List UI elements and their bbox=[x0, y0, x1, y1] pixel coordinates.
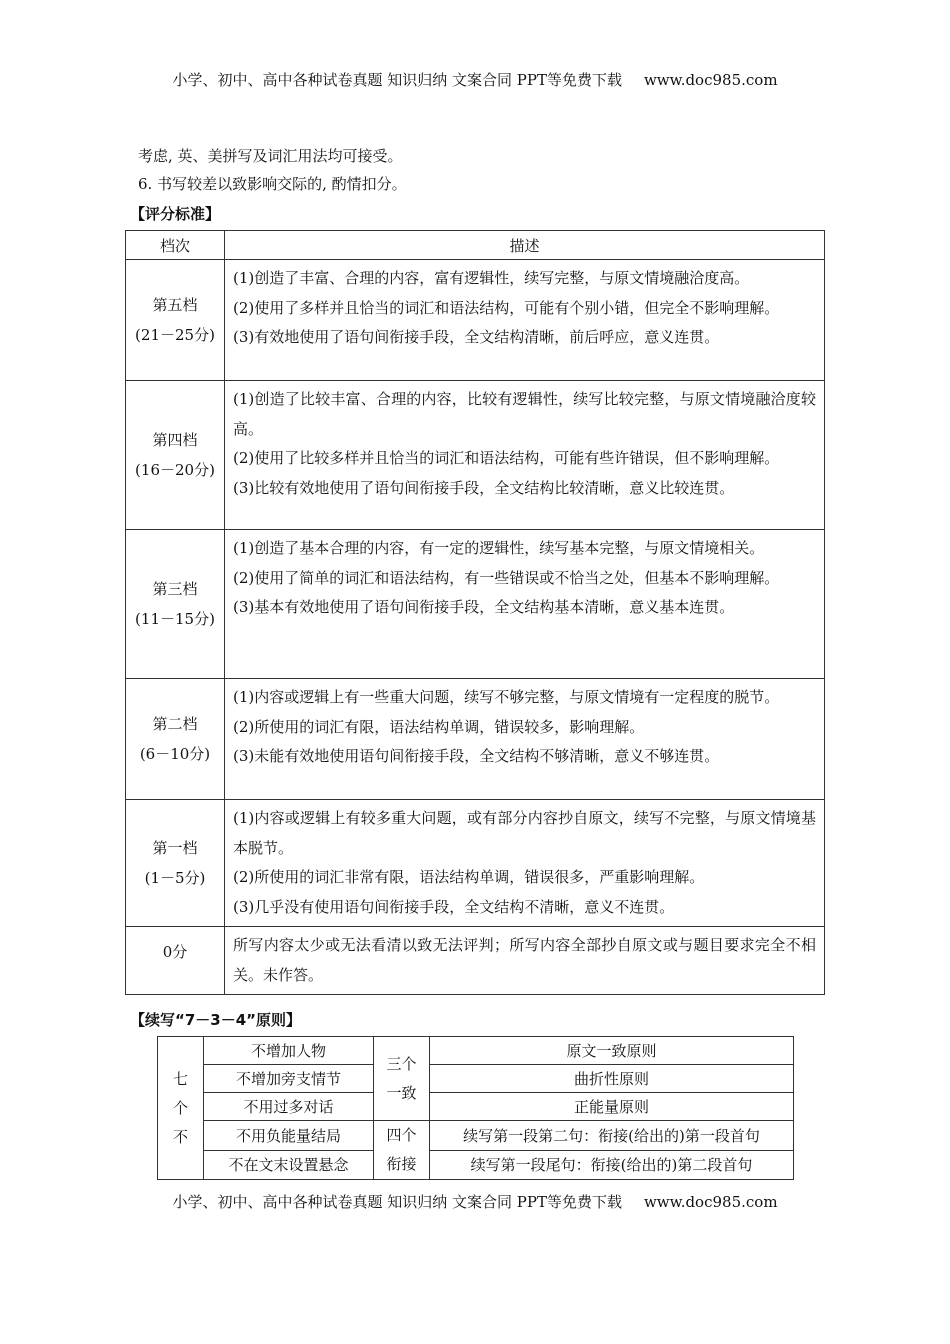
level-range: (21－25分) bbox=[135, 326, 215, 344]
group-three-line: 一致 bbox=[386, 1083, 417, 1102]
group-seven-cell bbox=[158, 1037, 204, 1180]
grading-row bbox=[126, 927, 825, 995]
four-item: 续写第一段第二句：衔接(给出的)第一段首句 bbox=[430, 1121, 794, 1151]
level-cell bbox=[126, 800, 225, 927]
level-cell bbox=[126, 260, 225, 381]
note-spelling: 考虑, 英、美拼写及词汇用法均可接受。 bbox=[138, 147, 403, 165]
column-header-level: 档次 bbox=[126, 231, 225, 260]
principles-row bbox=[158, 1065, 794, 1093]
grading-header-row bbox=[126, 231, 825, 260]
principles-row bbox=[158, 1150, 794, 1180]
header-text: 小学、初中、高中各种试卷真题 知识归纳 文案合同 PPT等免费下载 bbox=[172, 71, 622, 89]
description-item: (2)所使用的词汇有限，语法结构单调，错误较多，影响理解。 bbox=[233, 717, 645, 736]
description-item: (3)基本有效地使用了语句间衔接手段，全文结构基本清晰，意义基本连贯。 bbox=[233, 598, 735, 616]
description-item: (2)使用了多样并且恰当的词汇和语法结构，可能有个别小错，但完全不影响理解。 bbox=[233, 298, 780, 317]
footer-text: 小学、初中、高中各种试卷真题 知识归纳 文案合同 PPT等免费下载 bbox=[172, 1193, 622, 1211]
seven-item: 不用过多对话 bbox=[204, 1093, 374, 1121]
description-item: (3)几乎没有使用语句间衔接手段，全文结构不清晰，意义不连贯。 bbox=[233, 897, 675, 916]
seven-item: 不在文末设置悬念 bbox=[204, 1150, 374, 1180]
grading-row bbox=[126, 530, 825, 679]
description-item: (1)内容或逻辑上有一些重大问题，续写不够完整，与原文情境有一定程度的脱节。 bbox=[233, 688, 780, 706]
three-item: 曲折性原则 bbox=[430, 1065, 794, 1093]
description-item: (1)内容或逻辑上有较多重大问题，或有部分内容抄自原文，续写不完整，与原文情境基本脱节。 bbox=[233, 809, 816, 857]
description-cell bbox=[225, 530, 825, 679]
header-url: www.doc985.com bbox=[643, 71, 778, 89]
group-three-cell bbox=[374, 1037, 430, 1121]
group-seven-char: 个 bbox=[172, 1098, 188, 1117]
group-seven-char: 不 bbox=[172, 1127, 188, 1146]
seven-item: 不用负能量结局 bbox=[204, 1121, 374, 1151]
description-item: (3)比较有效地使用了语句间衔接手段，全文结构比较清晰，意义比较连贯。 bbox=[233, 478, 735, 497]
level-cell bbox=[126, 927, 225, 995]
level-range: (6－10分) bbox=[139, 745, 211, 763]
description-cell bbox=[225, 679, 825, 800]
description-cell bbox=[225, 927, 825, 995]
level-name: 第五档 bbox=[152, 296, 198, 314]
level-range: (16－20分) bbox=[135, 461, 215, 479]
principles-row bbox=[158, 1037, 794, 1065]
description-item: (1)创造了基本合理的内容，有一定的逻辑性，续写基本完整，与原文情境相关。 bbox=[233, 539, 765, 557]
description-item: (3)未能有效地使用语句间衔接手段，全文结构不够清晰，意义不够连贯。 bbox=[233, 747, 720, 765]
level-range: (1－5分) bbox=[144, 869, 206, 887]
principles-table bbox=[157, 1036, 794, 1180]
seven-item: 不增加旁支情节 bbox=[204, 1065, 374, 1093]
description-item: (1)创造了比较丰富、合理的内容，比较有逻辑性，续写比较完整，与原文情境融洽度较高。 bbox=[233, 390, 816, 438]
note-handwriting: 6. 书写较差以致影响交际的, 酌情扣分。 bbox=[138, 175, 407, 193]
description-item: (1)创造了丰富、合理的内容，富有逻辑性，续写完整，与原文情境融洽度高。 bbox=[233, 269, 750, 287]
group-seven-char: 七 bbox=[172, 1069, 188, 1088]
level-range: (11－15分) bbox=[135, 610, 215, 628]
group-three-line: 三个 bbox=[386, 1054, 417, 1073]
level-name: 第三档 bbox=[152, 580, 198, 598]
level-name: 0分 bbox=[162, 943, 188, 961]
level-name: 第四档 bbox=[152, 431, 198, 449]
group-four-cell bbox=[374, 1121, 430, 1180]
description-item: (3)有效地使用了语句间衔接手段，全文结构清晰，前后呼应，意义连贯。 bbox=[233, 328, 720, 346]
description-item: (2)使用了简单的词汇和语法结构，有一些错误或不恰当之处，但基本不影响理解。 bbox=[233, 568, 780, 587]
level-cell bbox=[126, 679, 225, 800]
description-item: 所写内容太少或无法看清以致无法评判；所写内容全部抄自原文或与题目要求完全不相关。未作答。 bbox=[233, 936, 816, 984]
description-cell bbox=[225, 381, 825, 530]
level-name: 第一档 bbox=[152, 839, 198, 857]
seven-item: 不增加人物 bbox=[204, 1037, 374, 1065]
grading-row bbox=[126, 800, 825, 927]
grading-row bbox=[126, 381, 825, 530]
principles-row bbox=[158, 1121, 794, 1151]
description-item: (2)使用了比较多样并且恰当的词汇和语法结构，可能有些许错误，但不影响理解。 bbox=[233, 449, 780, 467]
three-item: 原文一致原则 bbox=[430, 1037, 794, 1065]
group-four-line: 衔接 bbox=[386, 1155, 417, 1173]
group-four-line: 四个 bbox=[386, 1126, 417, 1144]
page-header bbox=[0, 69, 950, 90]
level-cell bbox=[126, 381, 225, 530]
four-item: 续写第一段尾句：衔接(给出的)第二段首句 bbox=[430, 1150, 794, 1180]
grading-title: 【评分标准】 bbox=[130, 205, 221, 223]
column-header-description: 描述 bbox=[225, 231, 825, 260]
grading-row bbox=[126, 260, 825, 381]
level-name: 第二档 bbox=[152, 715, 198, 733]
footer-url: www.doc985.com bbox=[643, 1193, 778, 1211]
principles-row bbox=[158, 1093, 794, 1121]
description-item: (2)所使用的词汇非常有限，语法结构单调，错误很多，严重影响理解。 bbox=[233, 868, 705, 886]
description-cell bbox=[225, 800, 825, 927]
description-cell bbox=[225, 260, 825, 381]
page-footer bbox=[0, 1191, 950, 1212]
three-item: 正能量原则 bbox=[430, 1093, 794, 1121]
grading-row bbox=[126, 679, 825, 800]
level-cell bbox=[126, 530, 225, 679]
grading-table bbox=[125, 230, 825, 995]
principles-title: 【续写“7－3－4”原则】 bbox=[130, 1011, 302, 1029]
